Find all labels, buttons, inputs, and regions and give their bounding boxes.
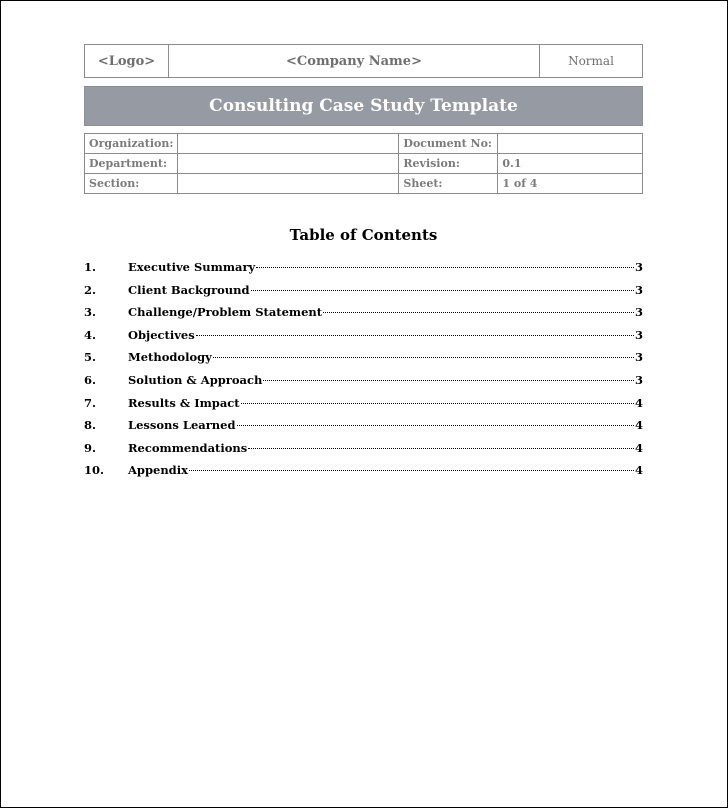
organization-value bbox=[178, 134, 399, 154]
document-header bbox=[84, 44, 643, 78]
toc-leader-dots bbox=[213, 357, 634, 358]
toc-item-text: Appendix bbox=[128, 463, 188, 478]
toc-item-page: 4 bbox=[634, 463, 643, 478]
section-label: Section: bbox=[85, 174, 178, 194]
toc-item-number: 4. bbox=[84, 327, 97, 342]
toc-item-number: 3. bbox=[84, 305, 97, 320]
meta-row bbox=[85, 174, 643, 194]
toc-leader-dots bbox=[248, 448, 634, 449]
toc-item-text: Results & Impact bbox=[128, 395, 240, 410]
toc-item-number: 7. bbox=[84, 395, 97, 410]
toc-leader-dots bbox=[251, 290, 634, 291]
toc-item-page: 3 bbox=[634, 372, 643, 387]
toc-item[interactable] bbox=[84, 373, 643, 396]
toc-item[interactable] bbox=[84, 418, 643, 441]
toc-item-number: 6. bbox=[84, 372, 97, 387]
toc-leader-dots bbox=[189, 470, 634, 471]
toc-item-text: Client Background bbox=[128, 282, 250, 297]
toc-leader-dots bbox=[323, 312, 634, 313]
meta-row bbox=[85, 154, 643, 174]
toc-item[interactable] bbox=[84, 283, 643, 306]
toc-item[interactable] bbox=[84, 350, 643, 373]
organization-label: Organization: bbox=[85, 134, 178, 154]
toc-item-number: 2. bbox=[84, 282, 97, 297]
toc-item-text: Lessons Learned bbox=[128, 418, 236, 433]
toc-item[interactable] bbox=[84, 463, 643, 486]
toc-leader-dots bbox=[263, 380, 634, 381]
toc-item-page: 4 bbox=[634, 440, 643, 455]
sheet-label: Sheet: bbox=[399, 174, 498, 194]
toc-item[interactable] bbox=[84, 305, 643, 328]
sheet-value: 1 of 4 bbox=[498, 174, 643, 194]
toc-leader-dots bbox=[241, 403, 634, 404]
toc-item-page: 4 bbox=[634, 395, 643, 410]
logo-placeholder: <Logo> bbox=[85, 45, 169, 77]
revision-value: 0.1 bbox=[498, 154, 643, 174]
section-value bbox=[178, 174, 399, 194]
toc-item-number: 10. bbox=[84, 463, 105, 478]
toc-item-page: 3 bbox=[634, 350, 643, 365]
revision-label: Revision: bbox=[399, 154, 498, 174]
toc-item-page: 3 bbox=[634, 282, 643, 297]
toc-item-number: 5. bbox=[84, 350, 97, 365]
toc-item[interactable] bbox=[84, 260, 643, 283]
department-value bbox=[178, 154, 399, 174]
toc-item[interactable] bbox=[84, 328, 643, 351]
toc-item-page: 4 bbox=[634, 418, 643, 433]
toc-item-text: Methodology bbox=[128, 350, 212, 365]
toc-item-text: Objectives bbox=[128, 327, 195, 342]
toc-item-page: 3 bbox=[634, 260, 643, 274]
toc-item-number: 1. bbox=[84, 260, 97, 274]
toc-item-number: 9. bbox=[84, 440, 97, 455]
document-meta-table bbox=[84, 133, 643, 194]
document-title: Consulting Case Study Template bbox=[84, 86, 643, 126]
toc-item[interactable] bbox=[84, 396, 643, 419]
meta-row bbox=[85, 134, 643, 154]
toc-item-text: Executive Summary bbox=[128, 260, 256, 274]
document-no-label: Document No: bbox=[399, 134, 498, 154]
toc-leader-dots bbox=[256, 267, 634, 268]
toc-item[interactable] bbox=[84, 441, 643, 464]
toc-item-text: Recommendations bbox=[128, 440, 248, 455]
toc-item-text: Solution & Approach bbox=[128, 372, 263, 387]
toc-item-number: 8. bbox=[84, 418, 97, 433]
toc-title: Table of Contents bbox=[289, 226, 438, 244]
document-no-value bbox=[498, 134, 643, 154]
toc-leader-dots bbox=[196, 335, 634, 336]
department-label: Department: bbox=[85, 154, 178, 174]
toc-item-page: 3 bbox=[634, 305, 643, 320]
toc-leader-dots bbox=[237, 425, 634, 426]
toc-item-text: Challenge/Problem Statement bbox=[128, 305, 323, 320]
company-name: <Company Name> bbox=[169, 45, 540, 77]
toc-item-page: 3 bbox=[634, 327, 643, 342]
document-status: Normal bbox=[568, 54, 614, 68]
table-of-contents bbox=[84, 260, 643, 486]
